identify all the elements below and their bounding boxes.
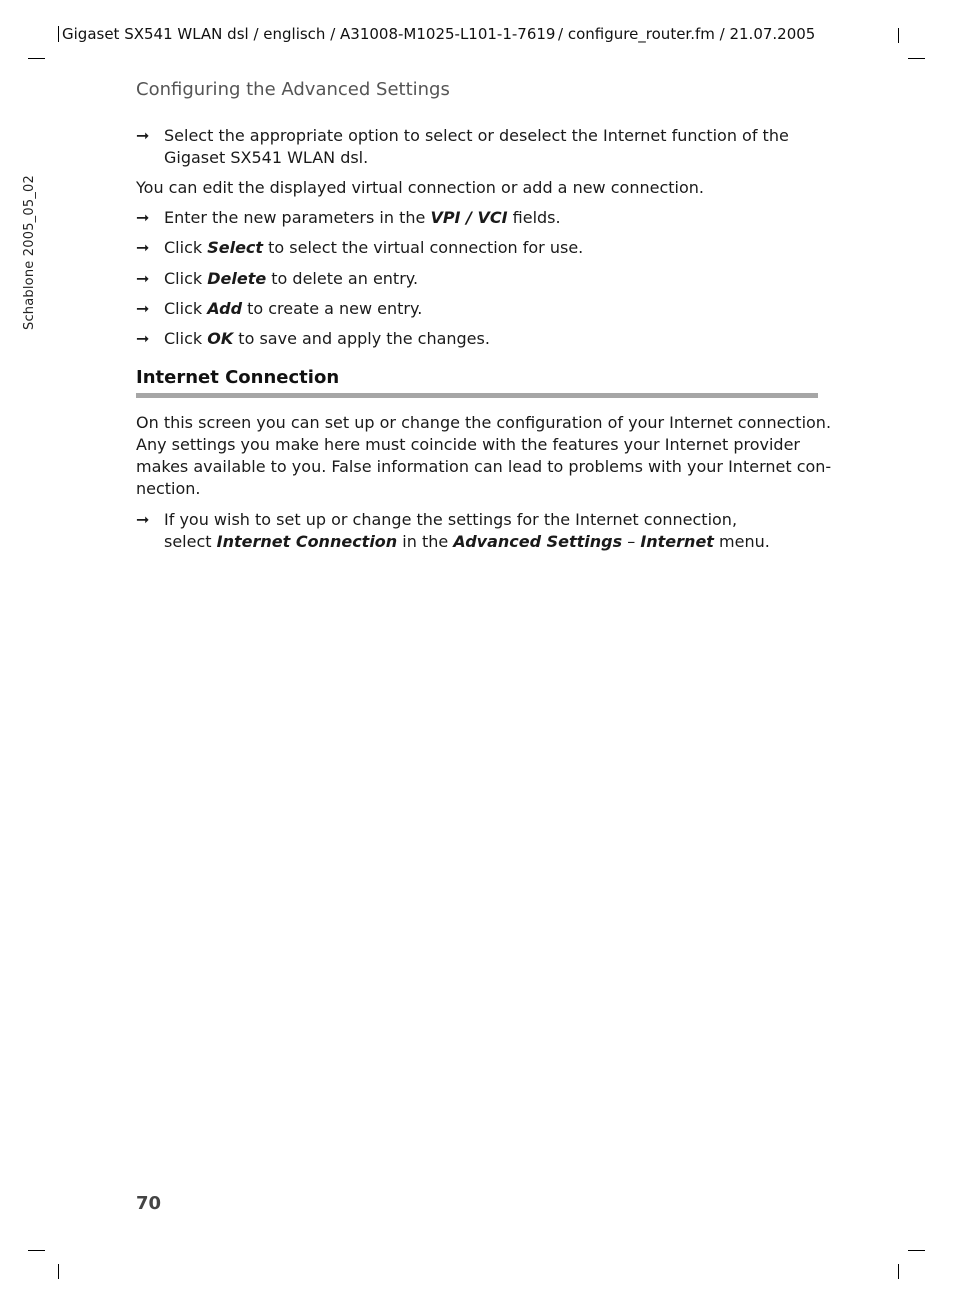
button-name: Delete [207,269,267,288]
crop-mark [28,1250,45,1251]
header-right: / configure_router.fm / 21.07.2005 [558,25,816,43]
step-text: menu. [713,532,770,551]
step-item [136,298,820,320]
step-text: Click [164,329,208,348]
page-number: 70 [136,1193,162,1214]
paragraph: You can edit the displayed virtual connection or add a new connection. [136,178,704,197]
step-text: Click [164,269,208,288]
step-text: Click [164,238,208,257]
step-text: to create a new entry. [242,299,423,318]
step-text: If you wish to set up or change the settings for the Internet connection, [164,510,738,529]
step-item [136,237,820,259]
step-text: in the [397,532,454,551]
arrow-icon: ➞ [136,208,150,227]
crop-mark [908,58,925,59]
menu-item-name: Internet Connection [216,532,398,551]
step-item [136,268,820,290]
step-item [136,207,820,229]
field-name: VPI / VCI [430,208,508,227]
step-text: select [164,532,217,551]
step-text: Enter the new parameters in the [164,208,431,227]
page-header [58,24,838,44]
header-bar [58,26,59,42]
crop-mark [58,1264,59,1279]
header-left: Gigaset SX541 WLAN dsl / englisch / A31008-M1025-L101-1-7619 [62,25,556,43]
button-name: OK [207,329,234,348]
paragraph-line: Any settings you make here must coincide with the features your Internet provider [136,435,800,454]
arrow-icon: ➞ [136,269,150,288]
crop-mark [908,1250,925,1251]
section-label: Configuring the Advanced Settings [136,79,450,100]
crop-mark [898,28,899,43]
step-text: to delete an entry. [266,269,419,288]
step-item [136,125,820,169]
heading-rule [136,393,818,398]
step-text: Click [164,299,208,318]
step-item [136,509,820,553]
paragraph-line: nection. [136,479,201,498]
step-text [164,531,820,553]
crop-mark [28,58,45,59]
menu-name: Advanced Settings [453,532,623,551]
arrow-icon: ➞ [136,329,150,348]
step-text: to select the virtual connection for use. [263,238,584,257]
step-text: – [622,532,641,551]
button-name: Add [207,299,243,318]
paragraph-line: On this screen you can set up or change the configuration of your Internet connection. [136,413,832,432]
crop-mark [898,1264,899,1279]
paragraph-line: makes available to you. False information can lead to problems with your Internet con- [136,457,832,476]
arrow-icon: ➞ [136,510,150,529]
step-text: to save and apply the changes. [233,329,490,348]
step-text: Select the appropriate option to select or deselect the Internet function of the Gigaset SX541 WLAN dsl. [164,126,789,167]
arrow-icon: ➞ [136,238,150,257]
step-text: fields. [507,208,561,227]
menu-name: Internet [640,532,714,551]
section-heading: Internet Connection [136,367,340,388]
button-name: Select [207,238,264,257]
paragraph [136,412,836,500]
arrow-icon: ➞ [136,126,150,145]
arrow-icon: ➞ [136,299,150,318]
template-label: Schablone 2005_05_02 [22,175,37,330]
step-item [136,328,820,350]
